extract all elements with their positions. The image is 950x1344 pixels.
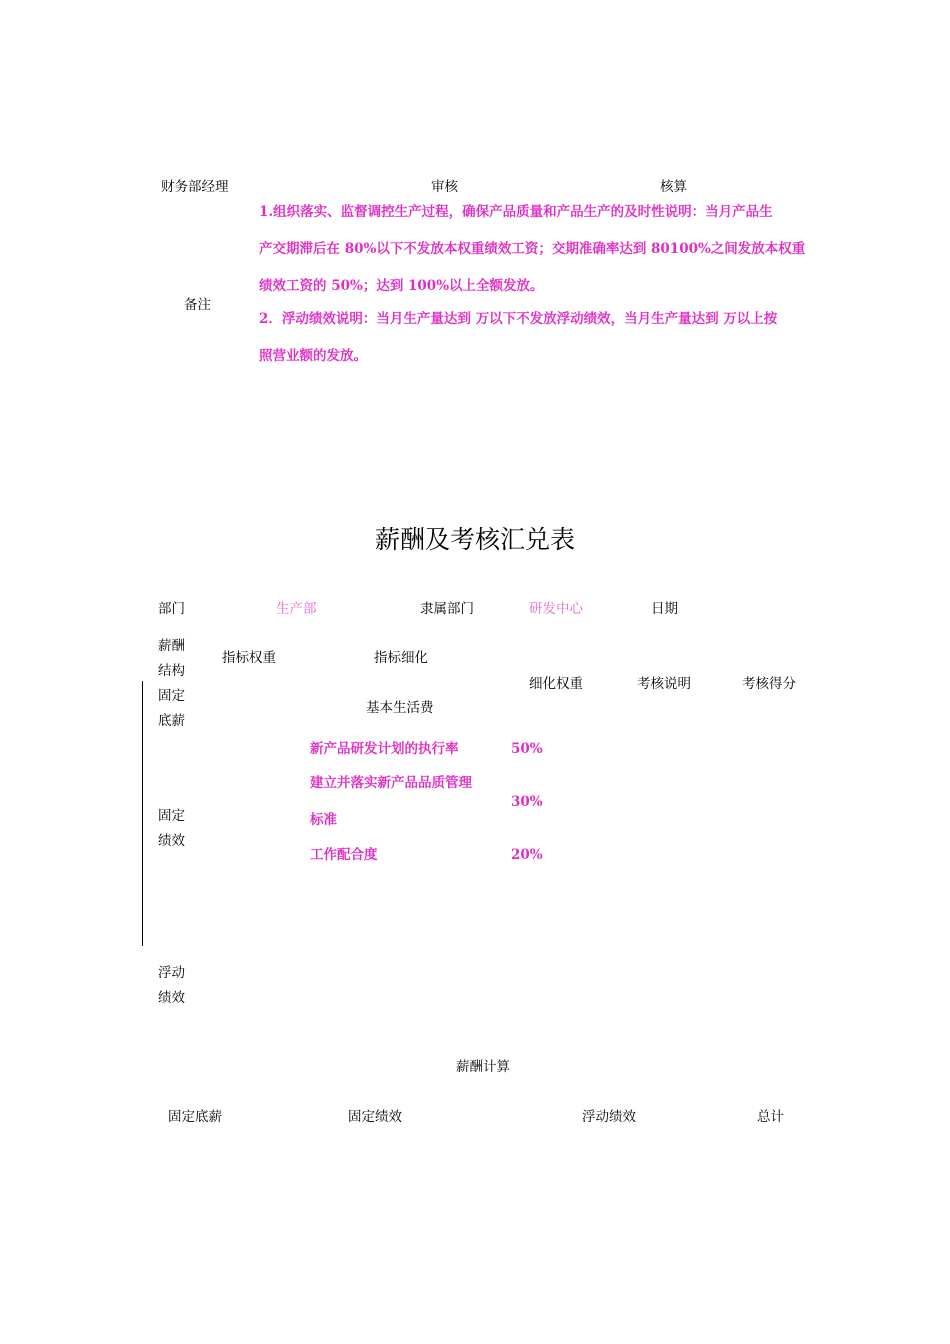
form-title: 薪酬及考核汇兑表 [374, 525, 575, 554]
item-weight: 50% [511, 741, 543, 757]
parent-dept-label: 隶属部门 [420, 601, 474, 617]
calc-header-fixed-base: 固定底薪 [168, 1109, 222, 1125]
review-label: 审核 [431, 179, 458, 195]
indicator-detail-header: 指标细化 [374, 650, 428, 666]
salary-calc-title: 薪酬计算 [456, 1059, 510, 1075]
fixed-base-line2: 底薪 [158, 713, 185, 729]
dept-value: 生产部 [276, 601, 317, 617]
assessment-score-header: 考核得分 [742, 676, 796, 692]
fixed-perf-line2: 绩效 [158, 833, 185, 849]
assessment-desc-header: 考核说明 [637, 676, 691, 692]
item-weight: 30% [511, 794, 543, 810]
indicator-weight-header: 指标权重 [222, 650, 276, 666]
item-name-continued: 标准 [310, 812, 337, 828]
float-perf-line1: 浮动 [158, 965, 185, 981]
calc-header-float-perf: 浮动绩效 [582, 1109, 636, 1125]
remarks-notes [259, 194, 805, 375]
left-border-line [142, 681, 143, 946]
finance-manager-label: 财务部经理 [161, 179, 229, 195]
fixed-perf-line1: 固定 [158, 808, 185, 824]
item-name: 工作配合度 [310, 847, 378, 863]
item-name: 新产品研发计划的执行率 [310, 741, 459, 757]
salary-structure-line1: 薪酬 [158, 638, 185, 654]
float-perf-line2: 绩效 [158, 990, 185, 1006]
accounting-label: 核算 [660, 179, 687, 195]
note-line: 产交期滞后在 80%以下不发放本权重绩效工资；交期准确率达到 80100%之间发放本权重 [259, 241, 806, 257]
note-line: 1.组织落实、监督调控生产过程，确保产品质量和产品生产的及时性说明：当月产品生 [259, 204, 773, 220]
dept-label: 部门 [158, 601, 185, 617]
note-line: 绩效工资的 50%；达到 100%以上全额发放。 [259, 278, 544, 294]
note-line: 2．浮动绩效说明：当月生产量达到 万以下不发放浮动绩效，当月生产量达到 万以上按 [259, 311, 778, 327]
detail-weight-header: 细化权重 [529, 676, 583, 692]
date-label: 日期 [651, 601, 678, 617]
note-line: 照营业额的发放。 [259, 348, 367, 364]
calc-header-total: 总计 [757, 1109, 784, 1125]
remarks-label: 备注 [184, 297, 211, 313]
item-weight: 20% [511, 847, 543, 863]
parent-dept-value: 研发中心 [529, 601, 583, 617]
basic-living-cost: 基本生活费 [366, 700, 434, 716]
salary-structure-line2: 结构 [158, 663, 185, 679]
item-name: 建立并落实新产品品质管理 [310, 775, 472, 791]
calc-header-fixed-perf: 固定绩效 [348, 1109, 402, 1125]
fixed-base-line1: 固定 [158, 688, 185, 704]
